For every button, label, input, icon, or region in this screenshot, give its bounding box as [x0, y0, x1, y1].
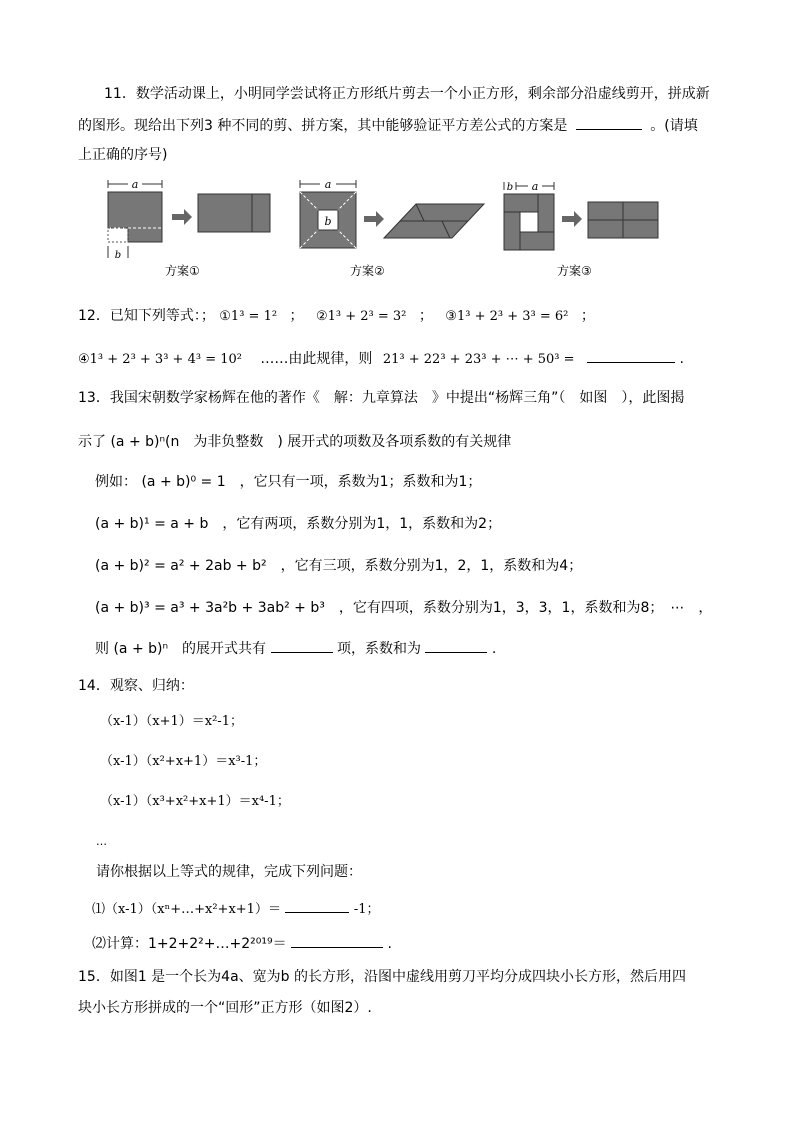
- label-a: a: [324, 178, 332, 191]
- answer-blank[interactable]: [425, 638, 487, 653]
- q12-sep: ；: [289, 308, 304, 324]
- q13-example-3: (a + b)³ = a³ + 3a²b + 3ab² + b³ ，它有四项，系数分别为1，3，3，1，系数和为8； ⋯ ，: [95, 600, 713, 616]
- scheme-1-figure: [100, 176, 280, 266]
- q14-part2-post: .: [387, 936, 392, 952]
- q13-line1: 13．我国宋朝数学家杨辉在他的著作《 解：九章算法 》中提出“杨辉三角”（ 如图 ），此图揭: [78, 390, 685, 406]
- q12-intro: 12．已知下列等式：；: [78, 308, 215, 324]
- caption-scheme-3: 方案③: [557, 264, 592, 278]
- answer-blank[interactable]: [576, 115, 642, 130]
- q12-line1: [78, 306, 603, 327]
- q12-eq1: ①1³ = 1²: [219, 309, 278, 324]
- scheme-2-figure: [294, 176, 494, 266]
- q12-expression: 21³ + 22³ + 23³ + ⋯ + 50³ =: [382, 352, 575, 367]
- q13-example-2: (a + b)² = a² + 2ab + b² ，它有三项，系数分别为1，2，1，系数和为4；: [95, 558, 583, 574]
- q11-line1: 11．数学活动课上，小明同学尝试将正方形纸片剪去一个小正方形，剩余部分沿虚线剪开，拼成新: [104, 86, 710, 102]
- q13-last-pre: 则 (a + b)ⁿ 的展开式共有: [95, 641, 267, 657]
- q12-middle: ……由此规律，则: [260, 351, 373, 367]
- arrow-right-icon: [364, 211, 384, 227]
- q14-part1-pre: ⑴（x-1）（xⁿ+…+x²+x+1）＝: [92, 902, 281, 917]
- q14-eq3: （x-1）（x³+x²+x+1）＝x⁴-1；: [100, 794, 290, 809]
- q14-part1: [92, 898, 380, 920]
- label-b: b: [506, 182, 514, 193]
- q13-example-0: 例如： (a + b)⁰ = 1 ，它只有一项，系数为1；系数和为1；: [95, 474, 482, 490]
- caption-scheme-2: 方案②: [350, 264, 385, 278]
- scheme-3-figure: [500, 176, 670, 266]
- q14-part2-pre: ⑵计算：1+2+2²+…+2²⁰¹⁹＝: [92, 936, 287, 952]
- answer-blank[interactable]: [271, 638, 333, 653]
- label-a: a: [131, 178, 139, 191]
- q14-part1-post: -1；: [353, 902, 380, 917]
- q11-line2-post: 。(请填: [650, 118, 698, 134]
- q14-eq2: （x-1）（x²+x+1）＝x³-1；: [100, 754, 267, 769]
- q13-line2: 示了 (a + b)ⁿ(n 为非负整数 ) 展开式的项数及各项系数的有关规律: [78, 434, 512, 450]
- q13-example-1: (a + b)¹ = a + b ，它有两项，系数分别为1，1，系数和为2；: [95, 516, 502, 532]
- q12-eq4: ④1³ + 2³ + 3³ + 4³ = 10²: [78, 352, 242, 367]
- q12-line2: [78, 348, 684, 370]
- caption-scheme-1: 方案①: [165, 264, 200, 278]
- q13-last-end: .: [491, 641, 497, 657]
- q13-last-mid: 项，系数和为: [336, 641, 421, 657]
- q12-sep: ；: [580, 308, 595, 324]
- q14-ask: 请你根据以上等式的规律，完成下列问题：: [96, 864, 362, 880]
- q12-eq3: ③1³ + 2³ + 3³ = 6²: [445, 309, 569, 324]
- answer-blank[interactable]: [285, 898, 349, 913]
- q11-line2: [78, 115, 698, 136]
- label-a: a: [531, 180, 539, 193]
- q13-last-line: [95, 638, 496, 659]
- q11-line2-text: 的图形。现给出下列3 种不同的剪、拼方案，其中能够验证平方差公式的方案是: [78, 118, 568, 134]
- answer-blank[interactable]: [291, 933, 383, 948]
- q14-title: 14．观察、归纳：: [78, 678, 194, 694]
- arrow-right-icon: [562, 211, 582, 227]
- q12-eq2: ②1³ + 2³ = 3²: [315, 309, 407, 324]
- q14-dots: …: [96, 835, 107, 848]
- q12-sep: ；: [418, 308, 433, 324]
- q14-eq1: （x-1）（x+1）＝x²-1；: [100, 714, 243, 729]
- q14-part2: [92, 933, 392, 954]
- arrow-right-icon: [172, 209, 192, 225]
- label-b: b: [114, 250, 122, 261]
- label-b: b: [324, 215, 332, 228]
- q15-line1: 15．如图1 是一个长为4a、宽为b 的长方形，沿图中虚线用剪刀平均分成四块小长方形，然后用四: [78, 969, 686, 985]
- q12-end: .: [679, 351, 684, 367]
- q11-line3: 上正确的序号): [78, 147, 168, 163]
- answer-blank[interactable]: [587, 348, 675, 363]
- q15-line2: 块小长方形拼成的一个“回形”正方形（如图2）.: [78, 1000, 372, 1016]
